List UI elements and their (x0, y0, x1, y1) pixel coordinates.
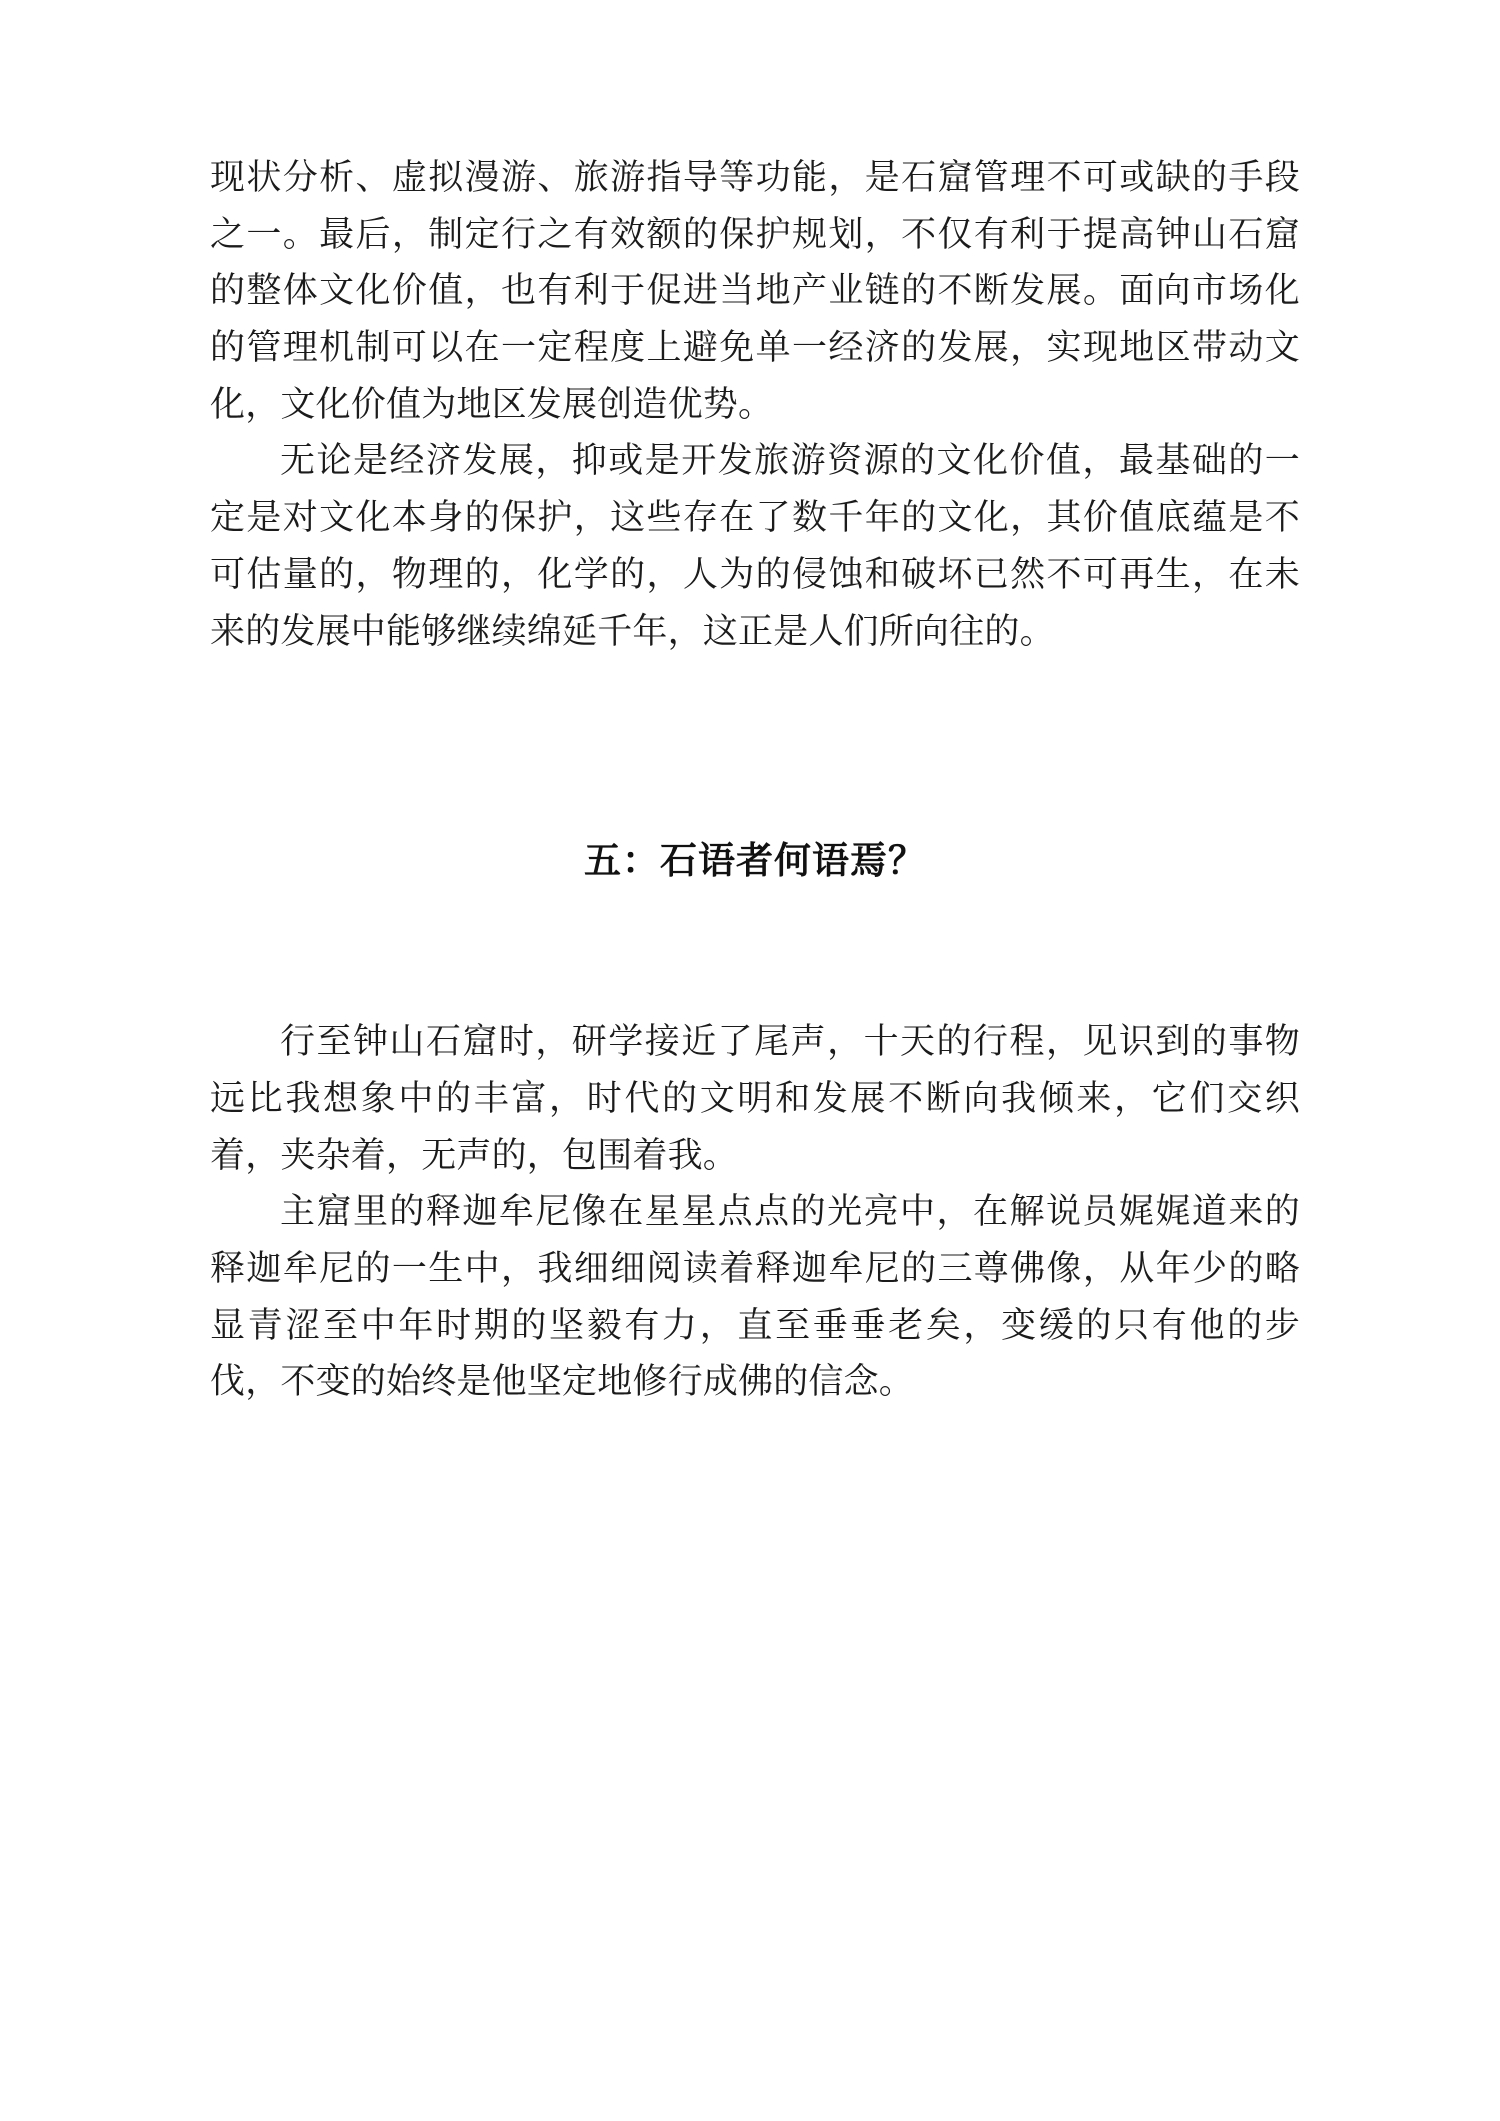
section-spacer-top (210, 660, 1300, 830)
document-body (210, 150, 1300, 1411)
paragraph-continuation: 现状分析、虚拟漫游、旅游指导等功能，是石窟管理不可或缺的手段之一。最后，制定行之有效额的保护规划，不仅有利于提高钟山石窟的整体文化价值，也有利于促进当地产业链的不断发展。面向市场化的管理机制可以在一定程度上避免单一经济的发展，实现地区带动文化，文化价值为地区发展创造优势。 (210, 158, 1300, 425)
section-heading-five: 五：石语者何语焉？ (584, 838, 926, 883)
paragraph-journey: 行至钟山石窟时，研学接近了尾声，十天的行程，见识到的事物远比我想象中的丰富，时代的文明和发展不断向我倾来，它们交织着，夹杂着，无声的，包围着我。 (210, 1022, 1300, 1176)
section-spacer-bottom (210, 884, 1300, 1014)
paragraph-buddha-statues: 主窟里的释迦牟尼像在星星点点的光亮中，在解说员娓娓道来的释迦牟尼的一生中，我细细阅读着释迦牟尼的三尊佛像，从年少的略显青涩至中年时期的坚毅有力，直至垂垂老矣，变缓的只有他的步伐，不变的始终是他坚定地修行成佛的信念。 (210, 1192, 1300, 1403)
paragraph-conservation: 无论是经济发展，抑或是开发旅游资源的文化价值，最基础的一定是对文化本身的保护，这些存在了数千年的文化，其价值底蕴是不可估量的，物理的，化学的，人为的侵蚀和破坏已然不可再生，在未来的发展中能够继续绵延千年，这正是人们所向往的。 (210, 441, 1300, 652)
